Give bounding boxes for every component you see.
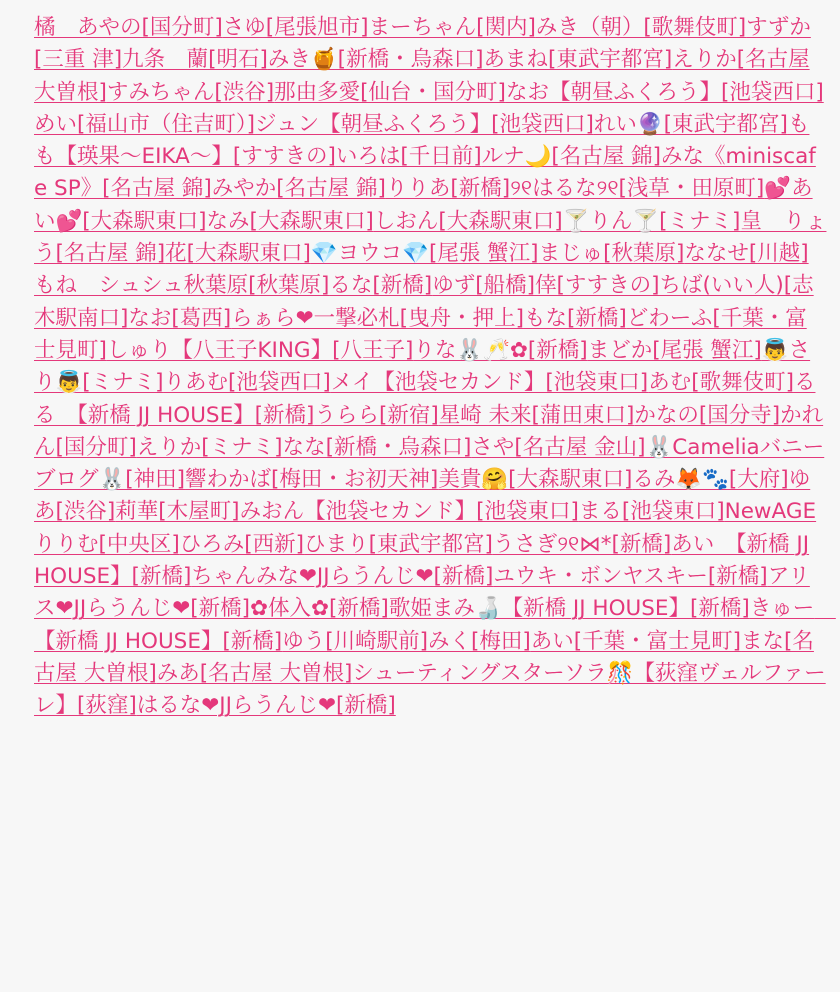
reader-blog-link[interactable]: しおん[大森駅東口] [373,208,563,234]
reader-blog-link[interactable]: どわーふ[千葉・富士見町] [34,305,807,363]
reader-blog-link[interactable]: えりか[ミナミ] [136,434,283,460]
reader-blog-link[interactable]: シューティングスターソラ🎊【荻窪ヴェルファーレ】[荻窪] [34,660,826,719]
reader-blog-link[interactable]: るみ🦊🐾[大府] [632,467,789,493]
reader-blog-link[interactable]: ୨୧はるな୨୧[浅草・田原町] [510,176,765,202]
reader-blog-link[interactable]: 花[大森駅東口] [165,241,311,267]
reader-blog-link[interactable]: 九条 蘭[明石] [122,47,268,73]
reader-blog-link[interactable]: 響わかば[梅田・お初天神] [185,467,439,493]
reader-blog-link[interactable]: れい🔮[東武宇都宮] [593,111,788,137]
reader-blog-link[interactable]: 莉華[木屋町] [115,499,240,525]
reader-blog-link[interactable]: NewAGEりりむ[中央区] [34,499,817,557]
reader-blog-link[interactable]: なみ[大森駅東口] [206,208,374,234]
reader-blog-link[interactable]: メイ【池袋セカンド】[池袋東口] [330,370,649,396]
reader-blog-link[interactable]: るる 【新橋 JJ HOUSE】[新橋] [34,370,816,428]
reader-blog-link[interactable]: ✿体入✿[新橋] [250,596,389,622]
reader-blog-link[interactable]: 那由多愛[仙台・国分町] [274,79,506,105]
reader-blog-link[interactable]: まる[池袋東口] [578,499,725,525]
reader-blog-link[interactable]: ひまり[東武宇都宮] [304,531,493,557]
reader-blog-link[interactable]: るな[新橋] [329,273,433,299]
reader-blog-link[interactable]: あまね[東武宇都宮] [483,47,673,73]
reader-blog-link[interactable]: あむ[歌舞伎町] [648,370,794,396]
reader-blog-link[interactable]: うさぎ୨୧⋈*[新橋] [492,531,672,557]
reader-blog-link[interactable]: もね シュシュ秋葉原[秋葉原] [34,273,330,299]
reader-blog-link[interactable]: かれん[国分町] [34,402,824,460]
reader-blog-link[interactable]: 歌姫まみ🍶【新橋 JJ HOUSE】[新橋] [388,596,750,622]
reader-blog-link[interactable]: 💕あい💕[大森駅東口] [34,176,813,234]
reader-blog-link[interactable]: みき（朝）[歌舞伎町] [535,15,747,40]
reader-blog-link[interactable]: まどか[尾張 蟹江] [587,337,762,363]
reader-blog-link[interactable]: りりあ[新橋] [385,176,511,202]
reader-blog-link[interactable]: いろは[千日前] [335,144,482,170]
reader-blog-link[interactable]: ジュン【朝昼ふくろう】[池袋西口] [255,111,594,137]
reader-blog-link[interactable]: 👼さり👼[ミナミ] [34,337,811,396]
reader-blog-link[interactable]: みおん【池袋セカンド】[池袋東口] [239,499,579,525]
reader-blog-link[interactable]: しゅり【八王子KING】[八王子] [106,337,414,363]
reader-blog-link[interactable]: えりか[名古屋 大曽根] [34,47,810,105]
reader-blog-link[interactable]: 橘 あやの[国分町] [34,15,223,40]
reader-blog-link[interactable]: 倖[すすきの] [534,273,660,299]
reader-blog-link[interactable]: 🍸りん🍸[ミナミ] [562,208,741,234]
reader-blog-link[interactable]: きゅー 【新橋 JJ HOUSE】[新橋] [34,596,836,654]
reader-blog-link[interactable]: 皇 りょう[名古屋 錦] [34,208,827,267]
reader-blog-link[interactable]: あい[千葉・富士見町] [530,628,742,654]
reader-blog-link[interactable]: 💎ヨウコ💎[尾張 蟹江] [310,241,539,267]
reader-blog-link[interactable]: ひろみ[西新] [179,531,305,557]
reader-blog-link[interactable]: さゆ[尾張旭市] [222,15,369,40]
reader-blog-link[interactable]: みな《miniscafe SP》[名古屋 錦] [34,144,816,202]
reader-blog-link[interactable]: あい 【新橋 JJ HOUSE】[新橋] [34,531,810,590]
reader-blog-link[interactable]: ユウキ・ボンヤスキー[新橋] [493,564,768,590]
reader-blog-link[interactable]: はるな❤JJらうんじ❤[新橋] [136,693,396,719]
reader-blog-link[interactable]: 美貴🤗[大森駅東口] [438,467,633,493]
reader-blog-link[interactable]: もも【瑛果〜EIKA〜】[すすきの] [34,111,810,170]
reader-blog-link[interactable]: めい[福山市（住吉町）] [34,111,256,137]
reader-blog-link[interactable]: りあむ[池袋西口] [163,370,331,396]
reader-blog-link[interactable]: ちゃんみな❤JJらうんじ❤[新橋] [191,564,494,590]
reader-blog-link[interactable]: 星崎 未来[蒲田東口] [438,402,635,428]
reader-blog-link[interactable]: ルナ🌙[名古屋 錦] [481,144,662,170]
reader-blog-link[interactable]: すみちゃん[渋谷] [106,79,275,105]
reader-blog-link[interactable]: かなの[国分寺] [634,402,781,428]
reader-blog-link[interactable]: アリス❤JJらうんじ❤[新橋] [34,564,810,622]
reader-blog-link[interactable]: まじゅ[秋葉原] [538,241,685,267]
reader-blog-link[interactable]: りな🐰🥂✿[新橋] [413,337,588,363]
reader-blog-link[interactable]: さや[名古屋 金山] [471,434,646,460]
reader-blog-link[interactable]: みあ[名古屋 大曽根] [156,660,353,686]
reader-blog-link[interactable]: ななせ[川越] [684,241,809,267]
reader-blog-link[interactable]: ゆあ[渋谷] [34,467,811,525]
reader-blog-link[interactable]: まな[名古屋 大曽根] [34,628,814,686]
reader-blog-link[interactable]: みく[梅田] [427,628,531,654]
reader-blog-link[interactable]: 🐰Cameliaバニーブログ🐰[神田] [34,434,825,493]
reader-blog-link[interactable]: すずか[三重 津] [34,15,811,73]
reader-blog-link[interactable]: ちば(いい人)[志木駅南口] [34,273,814,331]
reader-blog-link[interactable]: なお[葛西] [128,305,232,331]
reader-blog-link[interactable]: まーちゃん[関内] [368,15,536,40]
reader-blog-link[interactable]: ゆう[川崎駅前] [282,628,428,654]
reader-blog-link[interactable]: みき🍯[新橋・烏森口] [267,47,484,73]
reader-blog-link[interactable]: うらら[新宿] [314,402,439,428]
reader-blog-link[interactable]: もな[新橋] [523,305,627,331]
reader-blog-link[interactable]: ゆず[船橋] [432,273,535,299]
reader-blog-link[interactable]: なな[新橋・烏森口] [282,434,472,460]
reader-blog-link[interactable]: みやか[名古屋 錦] [211,176,386,202]
reader-blog-link[interactable]: らぁら❤一撃必札[曳舟・押上] [231,305,524,331]
reader-blog-link[interactable]: なお【朝昼ふくろう】[池袋西口] [505,79,824,105]
